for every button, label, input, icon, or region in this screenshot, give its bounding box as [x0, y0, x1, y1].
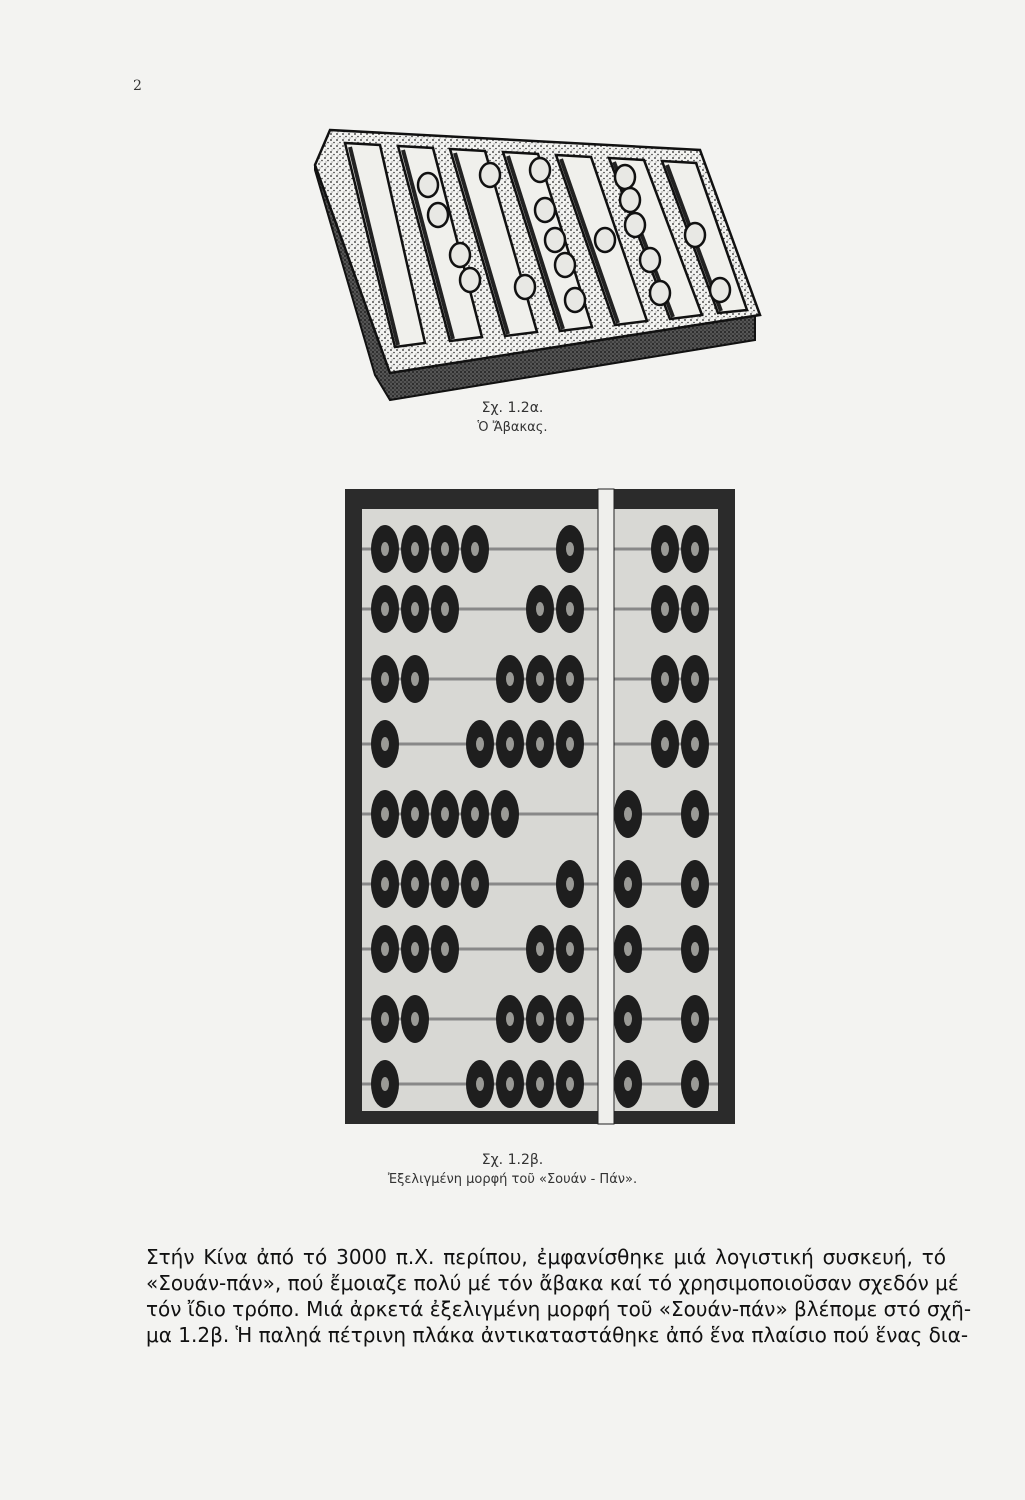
suan-pan-bead-highlight	[381, 942, 389, 956]
suan-pan-bead-highlight	[381, 807, 389, 821]
suan-pan-bead-highlight	[536, 942, 544, 956]
suan-pan-bead-highlight	[476, 1077, 484, 1091]
suan-pan-bead-highlight	[411, 877, 419, 891]
suan-pan-bead-highlight	[691, 942, 699, 956]
suan-pan-bead-highlight	[506, 1077, 514, 1091]
suan-pan-bead-highlight	[566, 877, 574, 891]
suan-pan-bead-highlight	[441, 542, 449, 556]
suan-pan-bead-highlight	[691, 672, 699, 686]
suan-pan-bead-highlight	[471, 542, 479, 556]
suan-pan-bead-highlight	[411, 602, 419, 616]
body-line: «Σουάν-πάν», πού ἔμοιαζε πολύ μέ τόν ἄβακα καί τό χρησιμοποιοῦσαν σχεδόν μέ	[146, 1271, 959, 1295]
suan-pan-bead-highlight	[661, 737, 669, 751]
suan-pan-bead-highlight	[441, 807, 449, 821]
body-line: Στήν Κίνα ἀπό τό 3000 π.Χ. περίπου, ἐμφανίσθηκε μιά λογιστική συσκευή, τό	[146, 1245, 946, 1269]
suan-pan-bead-highlight	[441, 942, 449, 956]
suan-pan-bead-highlight	[624, 807, 632, 821]
suan-pan-bead-highlight	[691, 1012, 699, 1026]
suan-pan-bead-highlight	[381, 602, 389, 616]
figure-b-caption	[0, 1150, 1025, 1190]
suan-pan-bead-highlight	[381, 1077, 389, 1091]
suan-pan-bead-highlight	[476, 737, 484, 751]
stone-abacus-illustration	[300, 115, 780, 410]
suan-pan-bead-highlight	[441, 602, 449, 616]
suan-pan-bead-highlight	[471, 807, 479, 821]
suan-pan-bead-highlight	[624, 1012, 632, 1026]
suan-pan-bead-highlight	[691, 877, 699, 891]
suan-pan-bead-highlight	[381, 672, 389, 686]
suan-pan-bead-highlight	[661, 542, 669, 556]
suan-pan-bead-highlight	[381, 737, 389, 751]
suan-pan-bead-highlight	[661, 672, 669, 686]
figure-a-label: Σχ. 1.2α.	[481, 400, 544, 416]
figure-b-label: Σχ. 1.2β.	[481, 1152, 544, 1168]
suan-pan-bead-highlight	[506, 1012, 514, 1026]
suan-pan-bead-highlight	[536, 602, 544, 616]
suan-pan-bead-highlight	[566, 542, 574, 556]
suan-pan-bead-highlight	[381, 877, 389, 891]
suan-pan-bead-highlight	[566, 1077, 574, 1091]
suan-pan-bead-highlight	[624, 877, 632, 891]
suan-pan-bead-highlight	[691, 542, 699, 556]
suan-pan-bead-highlight	[566, 1012, 574, 1026]
body-paragraph	[146, 1244, 972, 1348]
suan-pan-bead-highlight	[624, 1077, 632, 1091]
suan-pan-bead-highlight	[441, 877, 449, 891]
suan-pan-bead-highlight	[691, 737, 699, 751]
figure-a-caption	[0, 398, 1025, 438]
suan-pan-bead-highlight	[411, 542, 419, 556]
suan-pan-bead-highlight	[691, 602, 699, 616]
suan-pan-bead-highlight	[624, 942, 632, 956]
suan-pan-bead-highlight	[381, 542, 389, 556]
suan-pan-bead-highlight	[536, 1012, 544, 1026]
suan-pan-bead-highlight	[381, 1012, 389, 1026]
figure-b-title: Ἐξελιγμένη μορφή τοῦ «Σουάν - Πάν».	[387, 1172, 638, 1187]
suan-pan-bead-highlight	[566, 602, 574, 616]
suan-pan-bead-highlight	[506, 737, 514, 751]
suan-pan-bead-highlight	[536, 1077, 544, 1091]
suan-pan-bead-highlight	[566, 672, 574, 686]
suan-pan-bead-highlight	[566, 942, 574, 956]
body-line: μα 1.2β. Ἡ παληά πέτρινη πλάκα ἀντικαταστάθηκε ἀπό ἕνα πλαίσιο πού ἕνας δια-	[146, 1323, 969, 1347]
suan-pan-photo	[340, 484, 740, 1129]
figure-a-title: Ὁ Ἄβακας.	[477, 420, 548, 435]
suan-pan-bead-highlight	[471, 877, 479, 891]
suan-pan-bead-highlight	[506, 672, 514, 686]
page-number: 2	[133, 78, 142, 94]
suan-pan-bead-highlight	[411, 672, 419, 686]
suan-pan-bead-highlight	[691, 1077, 699, 1091]
suan-pan-bead-highlight	[536, 737, 544, 751]
suan-pan-bead-highlight	[691, 807, 699, 821]
suan-pan-bead-highlight	[536, 672, 544, 686]
suan-pan-bead-highlight	[501, 807, 509, 821]
suan-pan-bead-highlight	[411, 807, 419, 821]
suan-pan-bead-highlight	[411, 942, 419, 956]
suan-pan-bead-highlight	[411, 1012, 419, 1026]
suan-pan-bead-highlight	[661, 602, 669, 616]
suan-pan-bead-highlight	[566, 737, 574, 751]
body-line: τόν ἴδιο τρόπο. Μιά ἀρκετά ἐξελιγμένη μορφή τοῦ «Σουάν-πάν» βλέπομε στό σχῆ-	[146, 1297, 972, 1321]
